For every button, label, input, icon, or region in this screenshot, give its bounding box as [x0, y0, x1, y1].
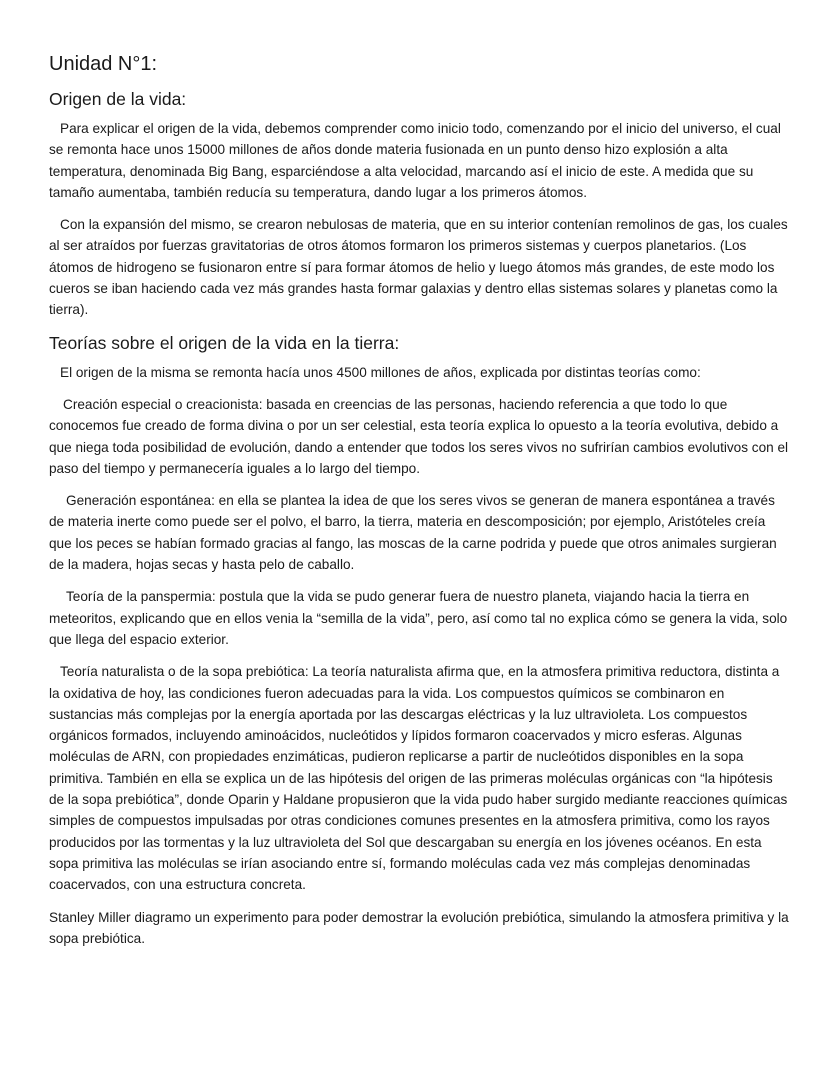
origin-paragraph-2: Con la expansión del mismo, se crearon nebulosas de materia, que en su interior contenían remolinos de gas, los cuales al ser atraídos por fuerzas gravitatorias de otros átomos formaron los primeros sistemas y cuerpos planetarios. (Los átomos de hidrogeno se fusionaron entre sí para formar átomos de helio y luego átomos más grandes, de este modo los cueros se iban haciendo cada vez más grandes hasta formar galaxias y dentro ellas sistemas solares y planetas como la tierra). [49, 217, 788, 318]
creationism-paragraph: Creación especial o creacionista: basada en creencias de las personas, haciendo referencia a que todo lo que conocemos fue creado de forma divina o por un ser celestial, esta teoría explica lo opuesto a la teoría evolutiva, debido a que niega toda posibilidad de evolución, dando a entender que todos los seres vivos no sufrirían cambios evolutivos con el paso del tiempo y permanecería iguales a lo largo del tiempo. [49, 396, 789, 476]
origin-paragraph-1: Para explicar el origen de la vida, debemos comprender como inicio todo, comenzando por el inicio del universo, el cual se remonta hace unos 15000 millones de años donde materia fusionada en un punto denso hizo explosión a alta temperatura, denominada Big Bang, esparciéndose a alta velocidad, marcando así el inicio de este. A medida que su tamaño aumentaba, también reducía su temperatura, dando lugar a los primeros átomos. [49, 121, 781, 200]
document-page [49, 52, 789, 960]
miller-paragraph: Stanley Miller diagramo un experimento para poder demostrar la evolución prebiótica, simulando la atmosfera primitiva y la sopa prebiótica. [49, 909, 789, 946]
origin-heading: Origen de la vida: [49, 89, 187, 109]
spontaneous-generation-paragraph: Generación espontánea: en ella se plantea la idea de que los seres vivos se generan de manera espontánea a través de materia inerte como puede ser el polvo, el barro, la tierra, materia en descomposición; por ejemplo, Aristóteles creía que los peces se habían formado gracias al fango, las moscas de la carne podrida y puede que otros animales surgieran de la madera, hojas secas y hasta pelo de caballo. [49, 493, 777, 573]
theories-intro-paragraph: El origen de la misma se remonta hacía unos 4500 millones de años, explicada por distintas teorías como: [60, 364, 701, 380]
theories-heading: Teorías sobre el origen de la vida en la tierra: [49, 332, 400, 353]
panspermia-paragraph: Teoría de la panspermia: postula que la vida se pudo generar fuera de nuestro planeta, viajando hacia la tierra en meteoritos, explicando que en ellos venia la “semilla de la vida”, pero, así como tal no explica cómo se genera la vida, solo que llega del espacio exterior. [49, 589, 788, 647]
naturalist-theory-paragraph: Teoría naturalista o de la sopa prebiótica: La teoría naturalista afirma que, en la atmosfera primitiva reductora, distinta a la oxidativa de hoy, las condiciones fueron adecuadas para la vida. Los compuestos químicos se combinaron en sustancias más complejas por la energía aportada por las descargas eléctricas y la luz ultravioleta. Los compuestos orgánicos formados, incluyendo aminoácidos, nucleótidos y lípidos formaron coacervados y micro esferas. Algunas moléculas de ARN, con propiedades enzimáticas, pudieron replicarse a partir de nucleótidos disponibles en la sopa primitiva. También en ella se explica un de las hipótesis del origen de las primeras moléculas orgánicas con “la hipótesis de la sopa prebiótica”, donde Oparin y Haldane propusieron que la vida pudo haber surgido mediante reacciones químicas simples de compuestos impulsadas por otras condiciones comunes presentes en la atmosfera primitiva, como los rayos producidos por las tormentas y la luz ultravioleta del Sol que descargaban su energía en los jóvenes océanos. En esta sopa primitiva las moléculas se irían asociando entre sí, formando moléculas cada vez más complejas denominadas coacervados, con una estructura concreta. [49, 664, 788, 893]
unit-heading: Unidad N°1: [49, 53, 158, 75]
